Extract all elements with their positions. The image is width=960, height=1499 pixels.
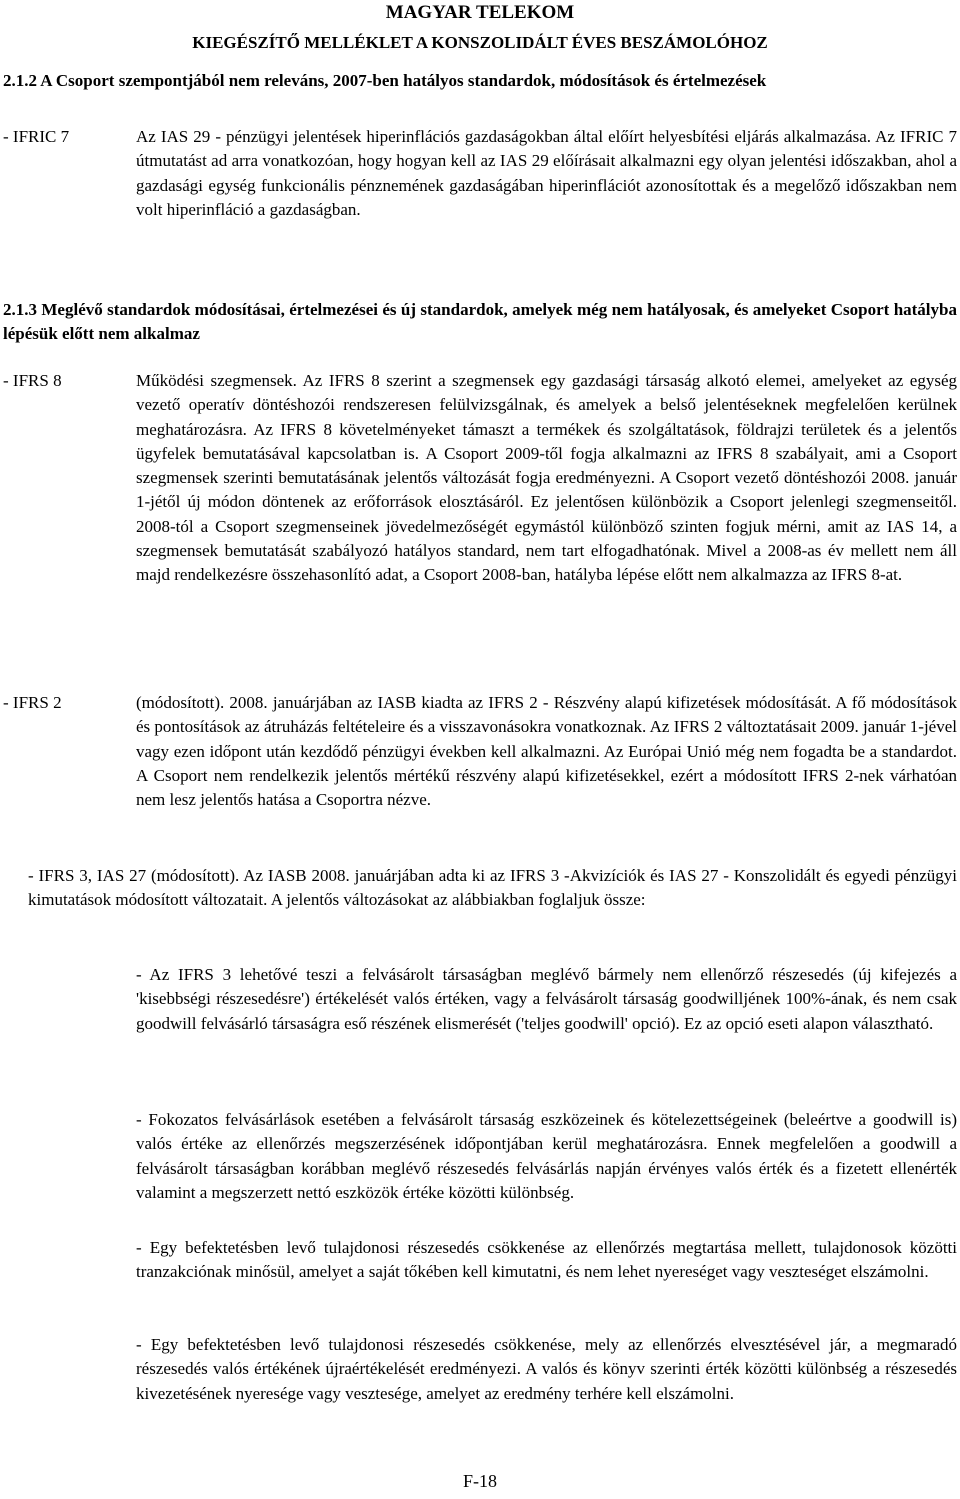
item-text-wrapper (28, 864, 957, 913)
report-subtitle: KIEGÉSZÍTŐ MELLÉKLET A KONSZOLIDÁLT ÉVES BESZÁMOLÓHOZ (192, 33, 768, 52)
item-text: (módosított). Az IASB 2008. januárjában adta ki az IFRS 3 -Akvizíciók és IAS 27 - Konszolidált és egyedi pénzügyi kimutatások módosított változatait. A jelentős változásokat az alábbiakban foglaljuk össze: (28, 866, 957, 910)
item-label: - IFRS 2 (3, 693, 62, 712)
section-heading-2-1-2: 2.1.2 A Csoport szempontjából nem releváns, 2007-ben hatályos standardok, módosítások és értelmezések (3, 71, 767, 90)
item-label: - IFRIC 7 (3, 127, 70, 146)
item-text: Az IAS 29 - pénzügyi jelentések hiperinflációs gazdaságokban által előírt helyesbítési eljárás alkalmazása. Az IFRIC 7 útmutatást ad arra vonatkozóan, hogy hogyan kell az IAS 29 előírásait alkalmazni egy olyan jelentési időszakban, ahol a gazdasági egység funkcionális pénznemének gazdaságában hiperinflációt azonosítottak és a megelőző időszakban nem volt hiperinfláció a gazdaságban. (136, 127, 957, 219)
item-text: Működési szegmensek. Az IFRS 8 szerint a szegmensek egy gazdasági társaság alkotó elemei, amelyeket az egység vezető operatív döntéshozói rendszeresen felülvizsgálnak, és amelyek a belső jelentéseknek megfelelően kerülnek meghatározásra. Az IFRS 8 követelményeket támaszt a termékek és szolgáltatások, földrajzi területek és a jelentős ügyfelek bemutatásával kapcsolatban is. A Csoport 2009-től fogja alkalmazni az IFRS 8 szabályait, ami a Csoport szegmensek szerinti bemutatásának jelentős változását fogja eredményezni. A Csoport vezető döntéshozói 2008. január 1-jétől új módon döntenek az erőforrások elosztásáról. Ez jelentősen különbözik a Csoport jelenlegi szegmenseitől. 2008-tól a Csoport szegmenseinek jövedelmezőségét egymástól különböző szinten fogjuk mérni, amit az IAS 14, a szegmensek bemutatását szabályozó hatályos standard, nem tart elfogadhatónak. Mivel a 2008-as év mellett nem áll majd rendelkezésre összehasonlító adat, a Csoport 2008-ban, hatályba lépése előtt nem alkalmazza az IFRS 8-at. (136, 371, 957, 585)
section-heading-2-1-3: 2.1.3 Meglévő standardok módosításai, értelmezései és új standardok, amelyek még nem hatályosak, és amelyeket Csoport hatályba lépésük előtt nem alkalmaz (3, 300, 957, 344)
bullet-2: - Fokozatos felvásárlások esetében a felvásárolt társaság eszközeinek és kötelezettségeinek (beleértve a goodwill is) valós értéke az ellenőrzés megszerzésének időpontjában kerül meghatározásra. Ennek megfelelően a goodwill a felvásárolt társaságban korábban meglévő részesedés felvásárlás napján érvényes valós érték és a fizetett ellenérték valamint a megszerzett nettó eszközök értéke közötti különbség. (136, 1110, 957, 1202)
company-title: MAGYAR TELEKOM (385, 2, 575, 23)
page-number: F-18 (462, 1471, 497, 1491)
bullet-3: - Egy befektetésben levő tulajdonosi részesedés csökkenése az ellenőrzés megtartása mellett, tulajdonosok közötti tranzakciónak minősül, amelyet a saját tőkében kell kimutatni, és nem lehet nyereséget vagy veszteséget elszámolni. (136, 1238, 957, 1282)
bullet-4: - Egy befektetésben levő tulajdonosi részesedés csökkenése, mely az ellenőrzés elvesztésével jár, a megmaradó részesedés valós értékének újraértékelését eredményezi. A valós és könyv szerinti érték közötti különbség a részesedés kivezetésének nyeresége vagy vesztesége, amelyet az eredmény terhére kell elszámolni. (136, 1335, 957, 1403)
item-text: (módosított). 2008. januárjában az IASB kiadta az IFRS 2 - Részvény alapú kifizetések módosítását. A fő módosítások és pontosítások az átruházás feltételeire és a visszavonásokra vonatkoznak. Az IFRS 2 változtatásait 2009. január 1-jével vagy ezen időpont után kezdődő pénzügyi években kell alkalmazni. Az Európai Unió még nem fogadta be a standardot. A Csoport nem rendelkezik jelentős mértékű részvény alapú kifizetésekkel, ezért a módosított IFRS 2-nek várhatóan nem lesz jelentős hatása a Csoportra nézve. (136, 693, 957, 810)
item-label: - IFRS 8 (3, 371, 62, 390)
item-label: - IFRS 3, IAS 27 (28, 866, 147, 885)
bullet-1: - Az IFRS 3 lehetővé teszi a felvásárolt társaságban meglévő bármely nem ellenőrző részesedés (új kifejezés a 'kisebbségi részesedésre') értékelését valós értéken, vagy a felvásárolt társaság goodwilljének 100%-ának, és nem csak goodwill felvásárló társaságra eső részének elismerését ('teljes goodwill' opció). Ez az opció eseti alapon választható. (136, 965, 957, 1033)
